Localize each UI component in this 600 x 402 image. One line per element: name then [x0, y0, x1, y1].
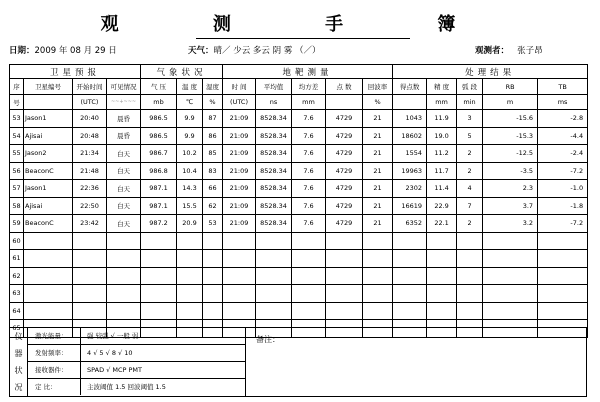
cell-rb: 2.3: [483, 180, 538, 198]
cell-return-rate: [363, 267, 393, 285]
cell-visibility: 白天: [107, 162, 141, 180]
weather-value: 晴／ 少云 多云 阴 雾 （／）: [213, 46, 321, 56]
col-time: 时 间: [223, 79, 256, 95]
unit-time: (UTC): [223, 95, 256, 110]
cell-humidity: 86: [203, 127, 223, 145]
cell-sat-id: Jason1: [24, 110, 73, 128]
cell-tb: [538, 250, 588, 268]
col-seq: 序: [10, 79, 24, 95]
unit-visibility: ~~+~~~: [107, 95, 141, 110]
group-weather: 气象状况: [141, 65, 223, 79]
instrument-label-char: 器: [14, 349, 23, 358]
cell-precision: 11.7: [427, 162, 457, 180]
unit-return-rate: %: [363, 95, 393, 110]
cell-rb: -12.5: [483, 145, 538, 163]
empty-table-row: [10, 250, 588, 268]
cell-precision: 11.2: [427, 145, 457, 163]
cell-arcs: 2: [457, 162, 483, 180]
cell-arcs: 4: [457, 180, 483, 198]
cell-visibility: 白天: [107, 145, 141, 163]
unit-tb: ms: [538, 95, 588, 110]
threshold-row: [27, 379, 245, 396]
cell-visibility: 晨昏: [107, 127, 141, 145]
cell-pts-obtained: [393, 302, 427, 320]
unit-rb: m: [483, 95, 538, 110]
cell-tb: -2.8: [538, 110, 588, 128]
cell-points: 4729: [326, 127, 363, 145]
cell-points: 4729: [326, 162, 363, 180]
cell-time: 21:09: [223, 110, 256, 128]
cell-pressure: 986.8: [141, 162, 177, 180]
cell-return-rate: 21: [363, 197, 393, 215]
cell-sat-id: [24, 250, 73, 268]
cell-pressure: 986.7: [141, 145, 177, 163]
cell-start: 20:40: [73, 110, 107, 128]
cell-precision: 11.4: [427, 180, 457, 198]
cell-pts-obtained: 6352: [393, 215, 427, 233]
cell-visibility: [107, 250, 141, 268]
cell-start: 23:42: [73, 215, 107, 233]
cell-seq: 63: [10, 285, 24, 303]
cell-return-rate: 21: [363, 110, 393, 128]
laser-energy-value: 强 较强 √ 一般 弱: [87, 332, 139, 340]
cell-visibility: 晨昏: [107, 110, 141, 128]
cell-mean: [256, 232, 292, 250]
cell-seq: 61: [10, 250, 24, 268]
cell-variance: [292, 285, 326, 303]
fire-rate-value: 4 √ 5 √ 8 √ 10: [87, 349, 133, 357]
unit-pressure: mb: [141, 95, 177, 110]
cell-tb: -1.0: [538, 180, 588, 198]
cell-pressure: 987.1: [141, 197, 177, 215]
cell-seq: 55: [10, 145, 24, 163]
cell-start: [73, 250, 107, 268]
cell-arcs: 3: [457, 110, 483, 128]
cell-pressure: 986.5: [141, 127, 177, 145]
table-row: [10, 127, 588, 145]
cell-mean: [256, 302, 292, 320]
table-row: [10, 180, 588, 198]
unit-mean: ns: [256, 95, 292, 110]
cell-pressure: [141, 232, 177, 250]
cell-pressure: [141, 302, 177, 320]
group-header-row: [10, 65, 588, 79]
cell-humidity: [203, 250, 223, 268]
cell-time: 21:09: [223, 145, 256, 163]
cell-seq: 58: [10, 197, 24, 215]
cell-humidity: 85: [203, 145, 223, 163]
cell-temp: [177, 250, 203, 268]
cell-seq: 64: [10, 302, 24, 320]
cell-start: 22:50: [73, 197, 107, 215]
table-row: [10, 162, 588, 180]
empty-table-row: [10, 285, 588, 303]
col-sat-id: 卫星编号: [24, 79, 73, 95]
cell-temp: 10.4: [177, 162, 203, 180]
cell-tb: [538, 302, 588, 320]
cell-seq: 65: [10, 320, 24, 338]
cell-time: 21:09: [223, 127, 256, 145]
cell-pts-obtained: 2302: [393, 180, 427, 198]
cell-temp: 9.9: [177, 127, 203, 145]
cell-variance: [292, 250, 326, 268]
receiver-value: SPAD √ MCP PMT: [87, 366, 142, 374]
cell-seq: 56: [10, 162, 24, 180]
cell-sat-id: Jason2: [24, 145, 73, 163]
col-precision: 精 度: [427, 79, 457, 95]
cell-rb: 3.2: [483, 215, 538, 233]
cell-points: [326, 285, 363, 303]
cell-start: [73, 302, 107, 320]
cell-variance: [292, 232, 326, 250]
cell-points: [326, 232, 363, 250]
cell-time: 21:09: [223, 180, 256, 198]
unit-seq: 号: [10, 95, 24, 110]
cell-pts-obtained: 16619: [393, 197, 427, 215]
cell-time: [223, 302, 256, 320]
receiver-row: [27, 362, 245, 379]
cell-mean: 8528.34: [256, 180, 292, 198]
cell-visibility: [107, 302, 141, 320]
cell-temp: 10.2: [177, 145, 203, 163]
date-label: 日期：: [9, 46, 35, 56]
col-variance: 均方差: [292, 79, 326, 95]
cell-temp: 14.3: [177, 180, 203, 198]
cell-pts-obtained: [393, 232, 427, 250]
cell-rb: [483, 232, 538, 250]
col-start: 开始时间: [73, 79, 107, 95]
cell-time: [223, 232, 256, 250]
cell-time: 21:09: [223, 162, 256, 180]
cell-precision: [427, 250, 457, 268]
cell-rb: -15.6: [483, 110, 538, 128]
cell-points: [326, 267, 363, 285]
cell-precision: 11.9: [427, 110, 457, 128]
cell-humidity: [203, 302, 223, 320]
cell-rb: 3.7: [483, 197, 538, 215]
col-points: 点 数: [326, 79, 363, 95]
cell-mean: 8528.34: [256, 197, 292, 215]
cell-visibility: [107, 267, 141, 285]
cell-variance: 7.6: [292, 215, 326, 233]
cell-arcs: [457, 285, 483, 303]
cell-return-rate: 21: [363, 215, 393, 233]
cell-temp: 20.9: [177, 215, 203, 233]
cell-start: 22:36: [73, 180, 107, 198]
cell-points: 4729: [326, 145, 363, 163]
cell-precision: [427, 267, 457, 285]
cell-temp: [177, 267, 203, 285]
cell-return-rate: [363, 302, 393, 320]
page-title: 观 测 手 簿: [100, 14, 500, 35]
cell-return-rate: 21: [363, 127, 393, 145]
cell-humidity: 66: [203, 180, 223, 198]
col-tb: TB: [538, 79, 588, 95]
cell-precision: [427, 232, 457, 250]
col-temp: 温 度: [177, 79, 203, 95]
cell-variance: 7.6: [292, 197, 326, 215]
cell-sat-id: [24, 232, 73, 250]
unit-temp: ℃: [177, 95, 203, 110]
cell-rb: [483, 285, 538, 303]
cell-start: 20:48: [73, 127, 107, 145]
cell-mean: [256, 250, 292, 268]
cell-humidity: 53: [203, 215, 223, 233]
cell-humidity: [203, 232, 223, 250]
cell-time: 21:09: [223, 215, 256, 233]
instrument-status-panel: [9, 327, 587, 397]
col-humidity: 湿度: [203, 79, 223, 95]
instrument-status-label: [10, 328, 28, 396]
cell-arcs: [457, 250, 483, 268]
cell-variance: 7.6: [292, 145, 326, 163]
cell-start: 21:48: [73, 162, 107, 180]
fire-rate-row: [27, 345, 245, 362]
cell-rb: [483, 302, 538, 320]
col-mean: 平均值: [256, 79, 292, 95]
cell-return-rate: [363, 232, 393, 250]
cell-sat-id: BeaconC: [24, 215, 73, 233]
cell-points: 4729: [326, 197, 363, 215]
cell-tb: [538, 232, 588, 250]
cell-arcs: 2: [457, 215, 483, 233]
date-field: [9, 44, 117, 56]
cell-rb: [483, 250, 538, 268]
column-header-row: [10, 79, 588, 95]
cell-tb: -4.4: [538, 127, 588, 145]
cell-variance: [292, 267, 326, 285]
cell-mean: [256, 267, 292, 285]
cell-variance: [292, 302, 326, 320]
date-value: 2009 年 08 月 29 日: [34, 46, 117, 56]
group-result: 处理结果: [393, 65, 588, 79]
cell-pressure: [141, 285, 177, 303]
laser-energy-label: 激光能量：: [27, 328, 81, 344]
cell-pressure: [141, 250, 177, 268]
cell-tb: -7.2: [538, 215, 588, 233]
cell-points: [326, 250, 363, 268]
cell-humidity: [203, 285, 223, 303]
fire-rate-label: 发射频率：: [27, 345, 81, 361]
group-range: 地靶测量: [223, 65, 393, 79]
cell-humidity: 83: [203, 162, 223, 180]
cell-rb: -3.5: [483, 162, 538, 180]
table-row: [10, 145, 588, 163]
cell-variance: 7.6: [292, 110, 326, 128]
cell-sat-id: Ajisai: [24, 197, 73, 215]
cell-rb: -15.3: [483, 127, 538, 145]
observer-field: [475, 44, 543, 56]
table-body: [10, 110, 588, 338]
cell-start: [73, 232, 107, 250]
cell-seq: 54: [10, 127, 24, 145]
cell-return-rate: 21: [363, 162, 393, 180]
cell-return-rate: 21: [363, 180, 393, 198]
instrument-label-char: 状: [14, 366, 23, 375]
cell-mean: 8528.34: [256, 127, 292, 145]
cell-arcs: [457, 232, 483, 250]
cell-tb: -1.8: [538, 197, 588, 215]
cell-visibility: 白天: [107, 215, 141, 233]
cell-tb: -7.2: [538, 162, 588, 180]
unit-start: (UTC): [73, 95, 107, 110]
cell-precision: [427, 302, 457, 320]
instrument-label-char: 仪: [14, 332, 23, 341]
unit-header-row: [10, 95, 588, 110]
cell-seq: 62: [10, 267, 24, 285]
cell-pts-obtained: 1043: [393, 110, 427, 128]
cell-temp: 15.5: [177, 197, 203, 215]
cell-start: [73, 285, 107, 303]
cell-pressure: 986.5: [141, 110, 177, 128]
cell-seq: 57: [10, 180, 24, 198]
unit-arcs: min: [457, 95, 483, 110]
notes-label: 备注：: [256, 335, 280, 344]
cell-pts-obtained: [393, 250, 427, 268]
empty-table-row: [10, 267, 588, 285]
cell-seq: 60: [10, 232, 24, 250]
cell-humidity: 62: [203, 197, 223, 215]
empty-table-row: [10, 232, 588, 250]
cell-start: 21:34: [73, 145, 107, 163]
cell-sat-id: [24, 267, 73, 285]
cell-return-rate: [363, 285, 393, 303]
cell-temp: [177, 302, 203, 320]
cell-tb: -2.4: [538, 145, 588, 163]
cell-return-rate: 21: [363, 145, 393, 163]
cell-sat-id: [24, 285, 73, 303]
instrument-grid: [27, 328, 246, 396]
cell-precision: 19.0: [427, 127, 457, 145]
cell-sat-id: Ajisai: [24, 127, 73, 145]
observer-value: 张子昂: [517, 46, 543, 56]
cell-tb: [538, 267, 588, 285]
observer-label: 观测者：: [475, 46, 510, 56]
cell-arcs: [457, 267, 483, 285]
cell-variance: 7.6: [292, 162, 326, 180]
col-rb: RB: [483, 79, 538, 95]
weather-field: [188, 44, 321, 56]
cell-points: [326, 302, 363, 320]
cell-tb: [538, 285, 588, 303]
cell-time: [223, 250, 256, 268]
col-visibility: 可见情况: [107, 79, 141, 95]
cell-time: 21:09: [223, 197, 256, 215]
cell-points: 4729: [326, 180, 363, 198]
cell-pressure: [141, 267, 177, 285]
cell-points: 4729: [326, 215, 363, 233]
observation-table: [9, 64, 588, 338]
cell-visibility: [107, 232, 141, 250]
cell-temp: [177, 232, 203, 250]
weather-label: 天气：: [188, 46, 214, 56]
col-arcs: 弧 段: [457, 79, 483, 95]
cell-return-rate: [363, 250, 393, 268]
empty-table-row: [10, 302, 588, 320]
cell-precision: 22.1: [427, 215, 457, 233]
cell-temp: [177, 285, 203, 303]
cell-humidity: [203, 267, 223, 285]
cell-pts-obtained: 18602: [393, 127, 427, 145]
cell-pts-obtained: [393, 267, 427, 285]
table-row: [10, 197, 588, 215]
laser-energy-row: [27, 328, 245, 345]
receiver-label: 接收器件：: [27, 362, 81, 378]
cell-visibility: 白天: [107, 180, 141, 198]
table-row: [10, 215, 588, 233]
unit-sat-id: [24, 95, 73, 110]
cell-sat-id: BeaconC: [24, 162, 73, 180]
cell-pts-obtained: 19963: [393, 162, 427, 180]
title-underline: [196, 38, 410, 39]
cell-visibility: [107, 285, 141, 303]
cell-arcs: 7: [457, 197, 483, 215]
cell-pressure: 987.2: [141, 215, 177, 233]
cell-mean: 8528.34: [256, 162, 292, 180]
cell-arcs: [457, 302, 483, 320]
cell-pressure: 987.1: [141, 180, 177, 198]
cell-seq: 59: [10, 215, 24, 233]
cell-arcs: 2: [457, 145, 483, 163]
cell-precision: [427, 285, 457, 303]
cell-visibility: 白天: [107, 197, 141, 215]
cell-pts-obtained: [393, 285, 427, 303]
threshold-value: 主波阈值 1.5 回波阈值 1.5: [87, 383, 166, 391]
cell-precision: 22.9: [427, 197, 457, 215]
cell-mean: 8528.34: [256, 145, 292, 163]
cell-temp: 9.9: [177, 110, 203, 128]
group-satellite: 卫星预报: [10, 65, 141, 79]
cell-time: [223, 267, 256, 285]
table-row: [10, 110, 588, 128]
col-pts-obtained: 得点数: [393, 79, 427, 95]
col-return-rate: 回波率: [363, 79, 393, 95]
cell-seq: 53: [10, 110, 24, 128]
cell-sat-id: [24, 302, 73, 320]
cell-variance: 7.6: [292, 127, 326, 145]
cell-time: [223, 285, 256, 303]
cell-start: [73, 267, 107, 285]
unit-precision: mm: [427, 95, 457, 110]
unit-pts-obtained: [393, 95, 427, 110]
cell-mean: 8528.34: [256, 110, 292, 128]
unit-points: [326, 95, 363, 110]
cell-humidity: 87: [203, 110, 223, 128]
cell-variance: 7.6: [292, 180, 326, 198]
unit-humidity: %: [203, 95, 223, 110]
cell-mean: 8528.34: [256, 215, 292, 233]
threshold-label: 定 比：: [27, 379, 81, 395]
cell-sat-id: Jason1: [24, 180, 73, 198]
cell-points: 4729: [326, 110, 363, 128]
instrument-label-char: 况: [14, 383, 23, 392]
cell-rb: [483, 267, 538, 285]
cell-pts-obtained: 1554: [393, 145, 427, 163]
unit-variance: mm: [292, 95, 326, 110]
col-pressure: 气 压: [141, 79, 177, 95]
cell-mean: [256, 285, 292, 303]
cell-arcs: 5: [457, 127, 483, 145]
